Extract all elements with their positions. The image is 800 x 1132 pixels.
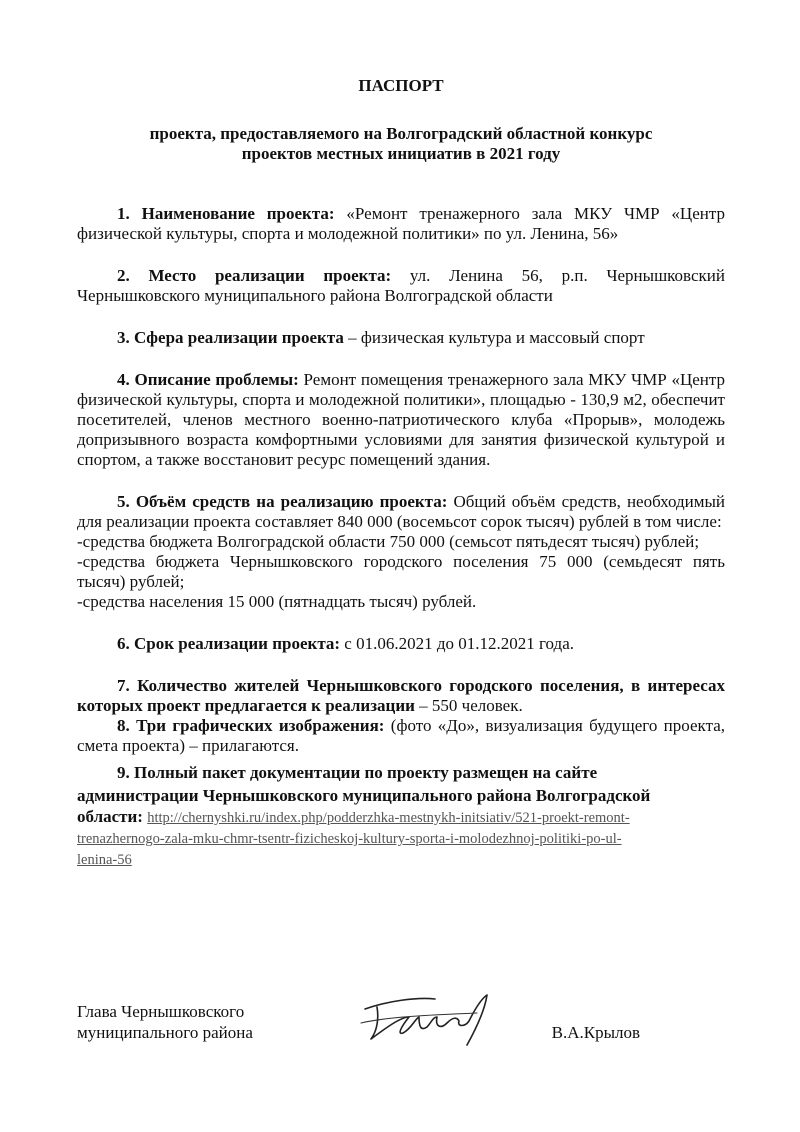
item-4-label: 4. Описание проблемы: [117,370,299,389]
item-implementation-period [77,634,725,654]
signatory-position-line-2: муниципального района [77,1023,253,1042]
item-3-label: 3. Сфера реализации проекта [117,328,344,347]
document-subtitle [77,124,725,164]
item-9-label-line-2: администрации Чернышковского муниципального района Волгоградской [77,786,651,805]
project-documentation-link-end[interactable]: lenina-56 [77,852,132,868]
document-title: ПАСПОРТ [358,76,444,95]
item-2-label: 2. Место реализации проекта: [117,266,392,285]
item-project-location [77,266,725,306]
item-graphic-images [77,716,725,756]
item-5-text: Общий объём средств, необходимый для реализации проекта составляет 840 000 (восемьсот сорок тысяч) рублей в том числе: [77,492,725,531]
signature-block [77,1001,725,1051]
signatory-position-line-1: Глава Чернышковского [77,1002,245,1021]
handwritten-signature-icon [357,987,507,1049]
project-documentation-link[interactable]: http://chernyshki.ru/index.php/podderzhka-mestnykh-initsiativ/521-proekt-remont- [147,810,630,826]
document-page [77,76,725,870]
item-1-label: 1. Наименование проекта: [117,204,335,223]
item-6-text: с 01.06.2021 до 01.12.2021 года. [340,634,574,653]
signatory-position [77,1001,253,1043]
item-8-label: 8. Три графических изображения: [117,716,385,735]
project-documentation-link-cont[interactable]: trenazhernogo-zala-mku-chmr-tsentr-fizicheskoj-kultury-sporta-i-molodezhnoj-politiki-po-ul- [77,831,622,847]
signatory-name: В.А.Крылов [551,1023,640,1042]
item-7-text: – 550 человек. [414,696,523,715]
item-7-label: 7. Количество жителей Чернышковского городского поселения, в интересах которых проект предлагается к реализации [77,676,725,715]
item-project-sphere [77,328,725,348]
item-1-text: «Ремонт тренажерного зала МКУ ЧМР «Центр физической культуры, спорта и молодежной политики» по ул. Ленина, 56» [77,204,725,243]
subtitle-line-2: проектов местных инициатив в 2021 году [241,144,561,163]
item-6-label: 6. Срок реализации проекта: [117,634,341,653]
item-project-name [77,204,725,244]
item-5-label: 5. Объём средств на реализацию проекта: [117,492,448,511]
item-funding-volume [77,492,725,612]
item-3-text: – физическая культура и массовый спорт [343,328,645,347]
item-9-label-line-1: 9. Полный пакет документации по проекту размещен на сайте [117,763,598,782]
item-9-label-line-3: области: [77,807,143,826]
funding-population: -средства населения 15 000 (пятнадцать тысяч) рублей. [77,592,477,611]
item-2-text: ул. Ленина 56, р.п. Чернышковский Чернышковского муниципального района Волгоградской области [77,266,725,305]
funding-regional-budget: -средства бюджета Волгоградской области 750 000 (семьсот пятьдесят тысяч) рублей; [77,532,700,551]
item-documentation-package [77,761,725,870]
item-4-text: Ремонт помещения тренажерного зала МКУ ЧМР «Центр физической культуры, спорта и молодежной политики», площадью - 130,9 м2, обеспечит посетителей, членов местного военно-патриотического клуба «Прорыв», молодежь допризывного возраста комфортными условиями для занятия физической культурой и спортом, а также восстановит ресурс помещений здания. [77,370,725,469]
item-8-text: (фото «До», визуализация будущего проекта, смета проекта) – прилагаются. [77,716,725,755]
funding-municipal-budget: -средства бюджета Чернышковского городского поселения 75 000 (семьдесят пять тысяч) рублей; [77,552,725,591]
item-problem-description [77,370,725,470]
subtitle-line-1: проекта, предоставляемого на Волгоградский областной конкурс [149,124,653,143]
item-residents-count [77,676,725,716]
